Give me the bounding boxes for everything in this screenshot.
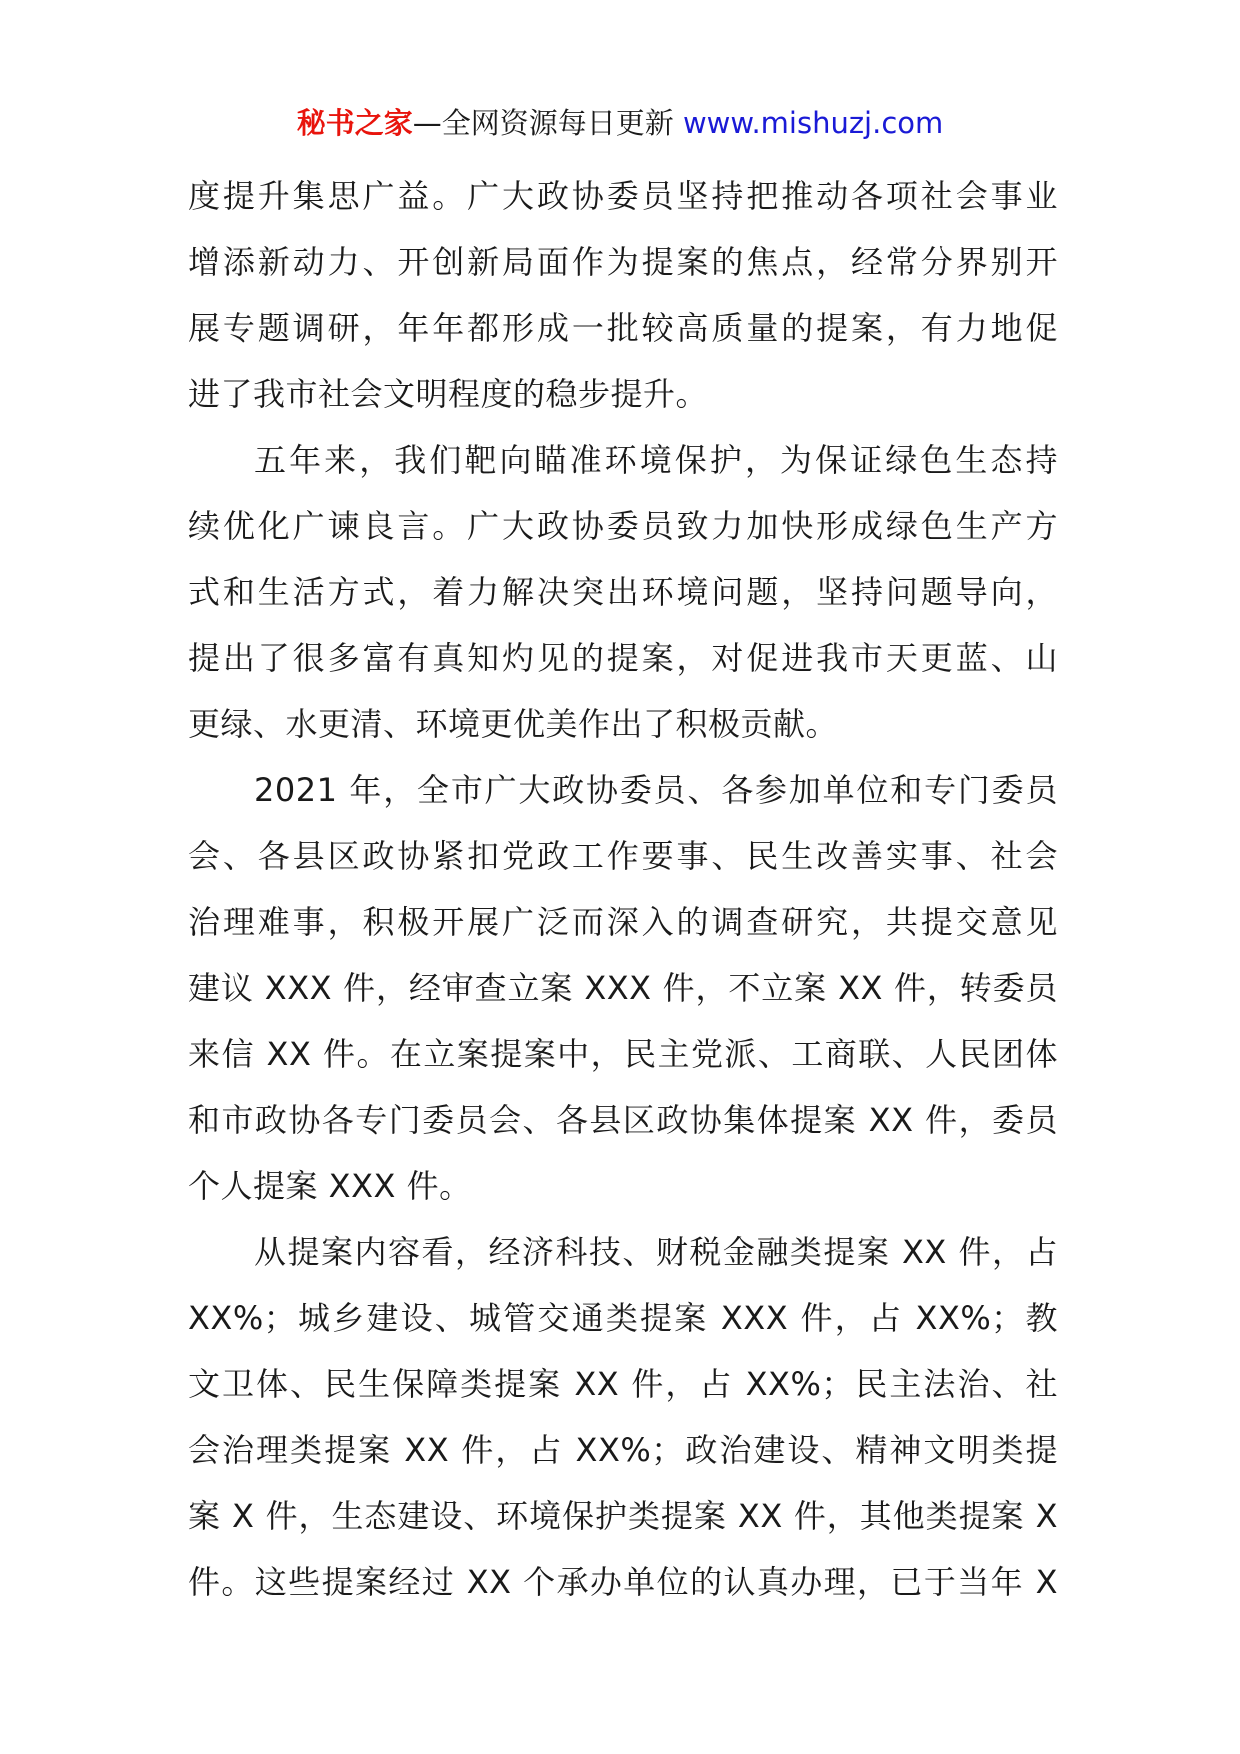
text-line: 治理难事，积极开展广泛而深入的调查研究，共提交意见 xyxy=(188,903,1058,941)
text-line: 2021 年，全市广大政协委员、各参加单位和专门委员 xyxy=(254,771,1058,809)
text-line: 文卫体、民生保障类提案 XX 件，占 XX%；民主法治、社 xyxy=(188,1365,1058,1403)
text-line: 式和生活方式，着力解决突出环境问题，坚持问题导向， xyxy=(188,573,1058,611)
paragraph-4 xyxy=(188,1219,1058,1615)
paragraph-3 xyxy=(188,757,1058,1219)
text-line: XX%；城乡建设、城管交通类提案 XXX 件，占 XX%；教 xyxy=(188,1299,1058,1337)
text-line: 更绿、水更清、环境更优美作出了积极贡献。 xyxy=(188,705,839,743)
paragraph-1 xyxy=(188,163,1058,427)
text-line: 提出了很多富有真知灼见的提案，对促进我市天更蓝、山 xyxy=(188,639,1058,677)
text-line: 会、各县区政协紧扣党政工作要事、民生改善实事、社会 xyxy=(188,837,1058,875)
text-line: 五年来，我们靶向瞄准环境保护，为保证绿色生态持 xyxy=(254,441,1058,479)
text-line: 度提升集思广益。广大政协委员坚持把推动各项社会事业 xyxy=(188,177,1058,215)
text-line: 续优化广谏良言。广大政协委员致力加快形成绿色生产方 xyxy=(188,507,1058,545)
paragraph-2 xyxy=(188,427,1058,757)
brand-name: 秘书之家 xyxy=(296,106,413,140)
text-line: 从提案内容看，经济科技、财税金融类提案 XX 件，占 xyxy=(254,1233,1058,1271)
text-line: 个人提案 XXX 件。 xyxy=(188,1167,472,1205)
text-line: 件。这些提案经过 XX 个承办单位的认真办理，已于当年 X xyxy=(188,1563,1058,1601)
text-line: 建议 XXX 件，经审查立案 XXX 件，不立案 XX 件，转委员 xyxy=(188,969,1058,1007)
header-url[interactable]: www.mishuzj.com xyxy=(682,106,944,140)
text-line: 会治理类提案 XX 件，占 XX%；政治建设、精神文明类提 xyxy=(188,1431,1058,1469)
text-line: 增添新动力、开创新局面作为提案的焦点，经常分界别开 xyxy=(188,243,1058,281)
page-header xyxy=(0,103,1240,143)
text-line: 案 X 件，生态建设、环境保护类提案 XX 件，其他类提案 X xyxy=(188,1497,1058,1535)
header-slogan: —全网资源每日更新 xyxy=(412,106,683,140)
document-body xyxy=(188,163,1058,1615)
text-line: 和市政协各专门委员会、各县区政协集体提案 XX 件，委员 xyxy=(188,1101,1058,1139)
text-line: 来信 XX 件。在立案提案中，民主党派、工商联、人民团体 xyxy=(188,1035,1058,1073)
text-line: 进了我市社会文明程度的稳步提升。 xyxy=(188,375,709,413)
text-line: 展专题调研，年年都形成一批较高质量的提案，有力地促 xyxy=(188,309,1058,347)
